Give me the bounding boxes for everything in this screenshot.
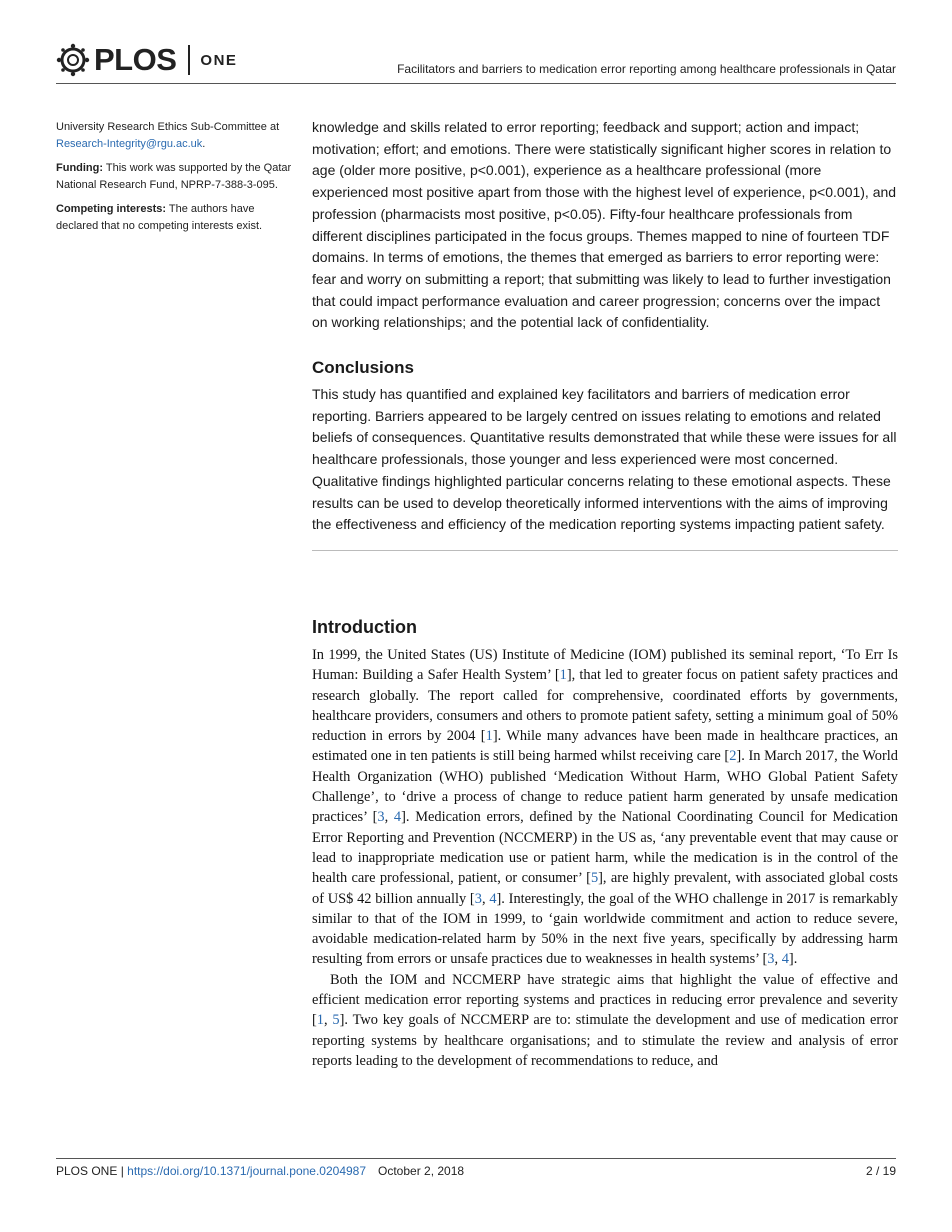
text-run: , <box>481 890 490 907</box>
funding-text: This work was supported by the Qatar National Research Fund, NPRP-7-388-3-095. <box>56 162 292 191</box>
abstract-rule <box>312 550 898 551</box>
citation-link[interactable]: 3 <box>377 809 385 826</box>
competing-interests-text: The authors have declared that no competing interests exist. <box>56 203 263 232</box>
plos-logo-icon <box>56 43 90 77</box>
article-info-sidebar <box>56 119 292 242</box>
competing-interests-label: Competing interests: <box>56 203 167 215</box>
citation-link[interactable]: 2 <box>729 748 737 765</box>
text-run: , <box>384 809 394 826</box>
ethics-email-link[interactable]: Research-Integrity@rgu.ac.uk <box>56 137 203 150</box>
footer-rule <box>56 1158 896 1159</box>
text-run: ], that led to greater focus on patient safety practices and research globally. The report called for comprehensive, coordinated efforts by governments, healthcare providers, consumers and others to promote patient safety, setting a minimum goal of 50% reduction in errors by 2004 [ <box>312 667 899 745</box>
citation-link[interactable]: 1 <box>559 667 567 684</box>
page-footer <box>56 1164 896 1178</box>
text-run: ]. <box>788 951 798 968</box>
main-column <box>312 117 898 1071</box>
text-run: ]. In March 2017, the World Health Organization (WHO) published ‘Medication Without Harm, WHO Global Patient Safety Challenge’, to ‘drive a process of change to reduce patient harm generated by unsafe medication practices’ [ <box>312 748 898 826</box>
introduction-heading: Introduction <box>312 616 417 637</box>
footer-date: October 2, 2018 <box>378 1164 465 1178</box>
conclusions-heading: Conclusions <box>312 358 415 378</box>
citation-link[interactable]: 3 <box>474 890 482 907</box>
citation-link[interactable]: 1 <box>485 728 493 745</box>
doi-link[interactable]: https://doi.org/10.1371/journal.pone.0204987 <box>127 1164 367 1178</box>
footer-separator: | <box>117 1164 128 1178</box>
ethics-text: University Research Ethics Sub-Committee at <box>56 121 280 133</box>
page-number: 2 / 19 <box>865 1164 896 1178</box>
header-rule <box>56 83 896 84</box>
abstract-results-continued: knowledge and skills related to error reporting; feedback and support; action and impact; motivation; effort; and emotions. There were statistically significant higher scores in relation to age (older more positive, p<0.001), experience as a healthcare professional (more experienced most positive apart from those with the highest level of experience, p<0.001), and profession (pharmacists most positive, p<0.05). Fifty-four healthcare professionals from different disciplines participated in the focus groups. Themes mapped to nine of fourteen TDF domains. In terms of emotions, the themes that emerged as barriers to error reporting were: fear and worry on submitting a report; that submitting was likely to lead to further investigation that could impact performance evaluation and career progression; concerns over the impact on working relationships; and the potential lack of confidentiality. <box>312 119 897 331</box>
text-run: ]. Medication errors, defined by the National Coordinating Council for Medication Error Reporting and Prevention (NCCMERP) in the US as, ‘any preventable event that may cause or lead to inappropriate medication use or patient harm, while the medication is in the control of the health care professional, patient, or consumer’ [ <box>312 809 898 887</box>
text-run: ]. While many advances have been made in healthcare practices, an estimated one in ten patients is still being harmed whilst receiving care [ <box>312 728 898 765</box>
ethics-end: . <box>202 137 206 150</box>
introduction-body <box>312 645 898 1071</box>
funding-statement <box>56 160 292 193</box>
ethics-note <box>56 119 292 152</box>
text-run: In 1999, the United States (US) Institute of Medicine (IOM) published its seminal report, ‘To Err Is Human: Building a Safer Health System’ [ <box>312 646 898 684</box>
text-run: ], are highly prevalent, with associated global costs of US$ 42 billion annually [ <box>312 870 898 907</box>
citation-link[interactable]: 4 <box>393 809 402 826</box>
citation-link[interactable]: 3 <box>767 951 775 968</box>
text-run: ]. Two key goals of NCCMERP are to: stimulate the development and use of medication error reporting systems by healthcare organisations; and to stimulate the review and analysis of error reports leading to the development of recommendations to reduce, and <box>312 1012 898 1069</box>
citation-link[interactable]: 5 <box>590 870 599 887</box>
text-run: Both the IOM and NCCMERP have strategic aims that highlight the value of effective and efficient medication error reporting systems and practices in reducing error prevalence and severity [ <box>312 971 898 1029</box>
citation-link[interactable]: 5 <box>332 1012 340 1029</box>
logo-divider <box>188 45 190 75</box>
footer-spacer <box>464 1164 866 1178</box>
funding-label: Funding: <box>56 162 104 174</box>
intro-paragraph-1 <box>312 645 898 970</box>
logo-wordmark: PLOS <box>94 42 177 77</box>
text-run: , <box>324 1012 333 1029</box>
running-head: Facilitators and barriers to medication error reporting among healthcare professionals in Qatar <box>397 62 896 76</box>
text-run: ]. Interestingly, the goal of the WHO challenge in 2017 is remarkably similar to that of the IOM in 1999, to ‘gain worldwide commitment and action to reduce severe, avoidable medication-related harm by 50% in the next five years, specifically by addressing harm resulting from errors or unsafe practices due to weaknesses in health systems’ [ <box>312 890 898 968</box>
citation-link[interactable]: 4 <box>489 890 497 907</box>
conclusions-text: This study has quantified and explained key facilitators and barriers of medication error reporting. Barriers appeared to be largely centred on issues relating to emotions and related beliefs of consequences. Quantitative results demonstrated that while these were issues for all healthcare professionals, those younger and less experienced were most concerned. Qualitative findings highlighted particular concerns relating to these emotional aspects. These results can be used to develop theoretically informed interventions with the aims of improving the effectiveness and efficiency of the medication reporting systems impacting patient safety. <box>312 386 897 533</box>
intro-paragraph-2 <box>312 970 898 1071</box>
citation-link[interactable]: 4 <box>781 951 789 968</box>
plos-one-logo <box>56 40 237 80</box>
competing-interests-statement <box>56 201 292 234</box>
logo-subtitle: ONE <box>200 51 238 69</box>
text-run: , <box>774 951 782 968</box>
citation-link[interactable]: 1 <box>316 1012 324 1029</box>
footer-journal: PLOS ONE <box>56 1164 118 1178</box>
